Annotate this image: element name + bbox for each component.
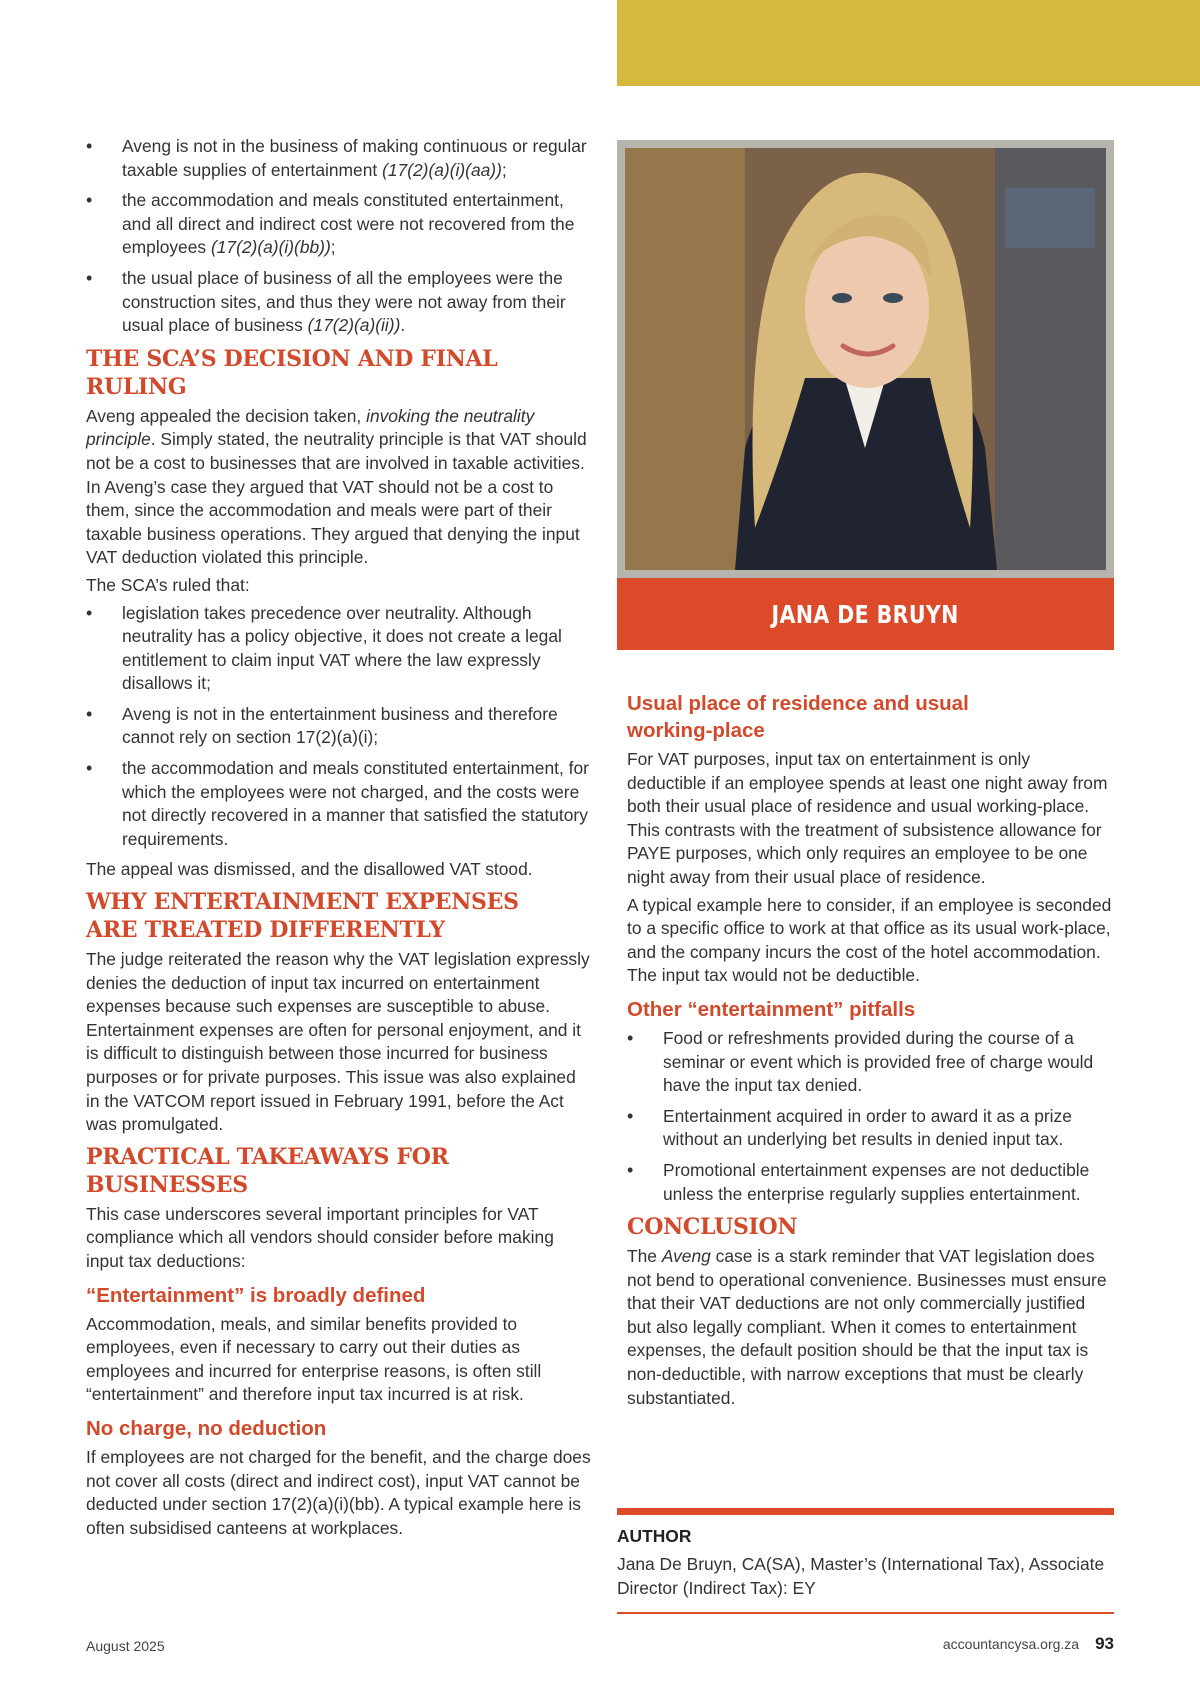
list-item: • legislation takes precedence over neutrality. Although neutrality has a policy objective, it does not create a legal entitlement to claim input VAT where the law expressly disallows it; bbox=[86, 602, 591, 696]
paragraph: The appeal was dismissed, and the disallowed VAT stood. bbox=[86, 859, 533, 880]
footer-date: August 2025 bbox=[86, 1638, 165, 1654]
section-heading-conclusion: CONCLUSION bbox=[627, 1214, 798, 1241]
criteria-list bbox=[86, 135, 591, 338]
author-photo-frame bbox=[617, 140, 1114, 578]
section-heading-practical-takeaways: PRACTICAL TAKEAWAYS FOR BUSINESSES bbox=[86, 1143, 449, 1198]
top-accent-band bbox=[617, 0, 1200, 86]
list-item: • Aveng is not in the business of making continuous or regular taxable supplies of entertainment (17(2)(a)(i)(aa)); bbox=[86, 135, 591, 182]
subheading-broadly-defined: “Entertainment” is broadly defined bbox=[86, 1283, 426, 1307]
right-column bbox=[617, 140, 1114, 1414]
subheading-other-pitfalls: Other “entertainment” pitfalls bbox=[627, 997, 916, 1021]
page-number: 93 bbox=[1095, 1634, 1114, 1653]
author-bottom-rule bbox=[617, 1612, 1114, 1614]
author-name-banner bbox=[617, 578, 1114, 650]
list-item: • Food or refreshments provided during the course of a seminar or event which is provided free of charge would have the input tax denied. bbox=[627, 1027, 1114, 1098]
author-credentials: Jana De Bruyn, CA(SA), Master’s (International Tax), Associate Director (Indirect Tax): EY bbox=[617, 1554, 1105, 1598]
author-name: JANA DE BRUYN bbox=[771, 599, 960, 629]
section-heading-sca-decision: THE SCA’S DECISION AND FINAL RULING bbox=[86, 345, 498, 400]
list-item: • Aveng is not in the entertainment business and therefore cannot rely on section 17(2)(a)(i); bbox=[86, 703, 591, 750]
paragraph: For VAT purposes, input tax on entertainment is only deductible if an employee spends at least one night away from both their usual place of residence and usual working-place. This contrasts with the treatment of subsistence allowance for PAYE purposes, which only requires an employee to be one night away from their usual place of residence. bbox=[627, 749, 1108, 887]
footer-site: accountancysa.org.za bbox=[942, 1636, 1080, 1652]
paragraph: This case underscores several important principles for VAT compliance which all vendors should consider before making input tax deductions: bbox=[86, 1203, 554, 1271]
paragraph: If employees are not charged for the benefit, and the charge does not cover all costs (direct and indirect cost), input VAT cannot be deducted under section 17(2)(a)(i)(bb). A typical example here is often subsidised canteens at workplaces. bbox=[86, 1446, 591, 1538]
paragraph: Aveng appealed the decision taken, invoking the neutrality principle. Simply stated, the neutrality principle is that VAT should not be a cost to businesses that are involved in taxable activities. In Aveng’s case they argued that VAT should not be a cost to them, since the accommodation and meals were part of their taxable business operations. They argued that denying the input VAT deduction violated this principle. bbox=[86, 405, 587, 568]
author-block bbox=[617, 1526, 1114, 1600]
paragraph: A typical example here to consider, if an employee is seconded to a specific office to work at that office as its usual work-place, and the company incurs the cost of the hotel accommodation. The input tax would not be deductible. bbox=[627, 894, 1112, 986]
footer-right bbox=[943, 1634, 1114, 1654]
pitfalls-list bbox=[627, 1027, 1114, 1206]
author-top-rule bbox=[617, 1508, 1114, 1515]
subheading-usual-place: Usual place of residence and usual working-place bbox=[627, 692, 969, 742]
author-photo bbox=[625, 148, 1106, 570]
portrait-illustration bbox=[625, 148, 1106, 570]
list-item: • the usual place of business of all the employees were the construction sites, and thus they were not away from their usual place of business (17(2)(a)(ii)). bbox=[86, 267, 591, 338]
list-item: • the accommodation and meals constituted entertainment, for which the employees were not charged, and the costs were not directly recovered in a manner that satisfied the statutory requirements. bbox=[86, 757, 591, 851]
author-label: AUTHOR bbox=[617, 1526, 692, 1546]
subheading-no-charge: No charge, no deduction bbox=[86, 1416, 327, 1440]
paragraph: Accommodation, meals, and similar benefits provided to employees, even if necessary to carry out their duties as employees and incurred for enterprise reasons, is often still “entertainment” and therefore input tax incurred is at risk. bbox=[86, 1313, 542, 1405]
left-column bbox=[86, 135, 591, 1544]
right-text bbox=[617, 690, 1114, 1410]
list-item: • Promotional entertainment expenses are not deductible unless the enterprise regularly supplies entertainment. bbox=[627, 1159, 1114, 1206]
list-item: • the accommodation and meals constituted entertainment, and all direct and indirect cost were not recovered from the employees (17(2)(a)(i)(bb)); bbox=[86, 189, 591, 260]
paragraph: The SCA’s ruled that: bbox=[86, 574, 250, 595]
section-heading-why-entertainment: WHY ENTERTAINMENT EXPENSES ARE TREATED DIFFERENTLY bbox=[86, 889, 519, 944]
paragraph: The judge reiterated the reason why the VAT legislation expressly denies the deduction of input tax incurred on entertainment expenses because such expenses are susceptible to abuse. Entertainment expenses are often for personal enjoyment, and it is difficult to distinguish between those incurred for business purposes or for private purposes. This issue was also explained in the VATCOM report issued in February 1991, before the Act was promulgated. bbox=[86, 949, 590, 1135]
ruling-list bbox=[86, 602, 591, 852]
paragraph: The Aveng case is a stark reminder that VAT legislation does not bend to operational convenience. Businesses must ensure that their VAT deductions are not only commercially justified but also legally compliant. When it comes to entertainment expenses, the default position should be that the input tax is non-deductible, with narrow exceptions that must be clearly substantiated. bbox=[627, 1246, 1107, 1408]
list-item: • Entertainment acquired in order to award it as a prize without an underlying bet results in denied input tax. bbox=[627, 1105, 1114, 1152]
